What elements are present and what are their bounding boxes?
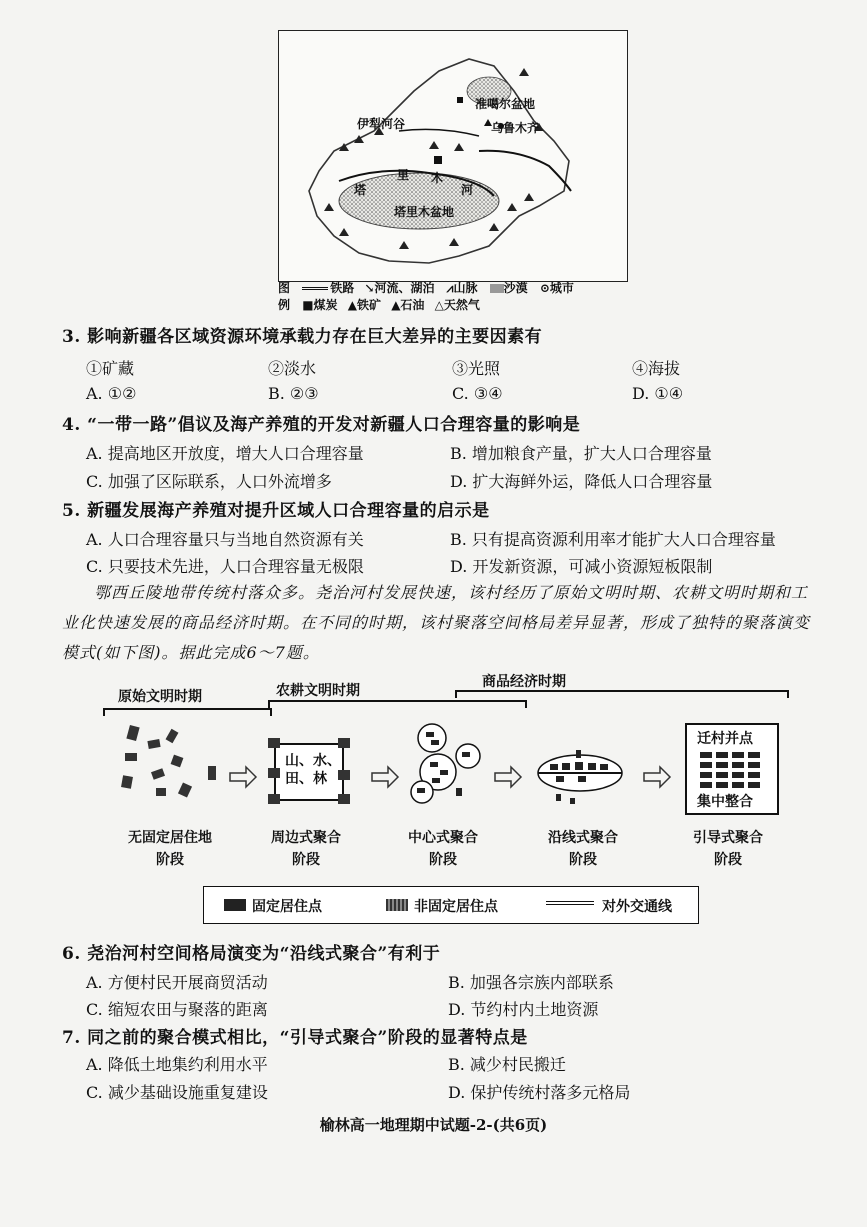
xinjiang-map [278, 30, 628, 282]
q3-option-c[interactable]: C. ③④ [452, 384, 503, 403]
arrow-4 [644, 767, 670, 787]
stage2-box-text [285, 752, 341, 788]
stage3-clusters [411, 724, 480, 803]
question-6-stem: 6. 尧治河村空间格局演变为“沿线式聚合”有利于 [62, 944, 441, 964]
fixed-point-swatch [224, 899, 246, 911]
river-north [399, 129, 479, 136]
stage-label-2: 周边式聚合 阶段 [271, 830, 341, 868]
label-junggar: 准噶尔盆地 [475, 97, 536, 111]
q3-option-a[interactable]: A. ①② [86, 384, 137, 403]
legend-desert: 沙漠 [503, 281, 528, 295]
merge-text-bottom: 集中整合 [697, 794, 753, 810]
bracket-primitive [103, 708, 272, 716]
map-legend [278, 280, 574, 314]
q7-option-b[interactable]: B. 减少村民搬迁 [448, 1055, 566, 1074]
bracket-commodity [455, 690, 789, 698]
legend-fixed: 固定居住点 [252, 899, 322, 915]
period-primitive: 原始文明时期 [118, 689, 202, 705]
legend-river: 河流、湖泊 [374, 281, 435, 295]
label-tarim-basin: 塔里木盆地 [394, 205, 455, 219]
q5-option-c[interactable]: C. 只要技术先进，人口合理容量无极限 [86, 557, 364, 576]
arrow-1 [230, 767, 256, 787]
box-text-bottom: 田、林 [285, 771, 327, 787]
legend-mountain: 山脉 [453, 281, 478, 295]
legend-iron: 铁矿 [356, 298, 381, 312]
nonfixed-point-swatch [386, 899, 408, 911]
legend-rail: 铁路 [330, 281, 355, 295]
rail-symbol [302, 287, 328, 290]
question-3-stem: 3. 影响新疆各区域资源环境承载力存在巨大差异的主要因素有 [62, 327, 543, 347]
q4-option-a[interactable]: A. 提高地区开放度，增大人口合理容量 [86, 444, 364, 463]
q3-option-b[interactable]: B. ②③ [268, 384, 319, 403]
legend-city: 城市 [549, 281, 574, 295]
diagram-legend [203, 886, 699, 924]
gas-icon: △ [434, 298, 444, 312]
label-river-mu: 木 [431, 171, 444, 185]
river-symbol: ↘ [364, 281, 375, 295]
q6-option-a[interactable]: A. 方便村民开展商贸活动 [86, 973, 268, 992]
q5-option-b[interactable]: B. 只有提高资源利用率才能扩大人口合理容量 [450, 530, 776, 549]
desert-symbol [490, 284, 504, 293]
page-footer: 榆林高一地理期中试题-2-(共6页) [319, 1116, 548, 1134]
oil-icon: ▲ [391, 298, 401, 312]
legend-nonfixed: 非固定居住点 [414, 899, 498, 915]
q5-option-a[interactable]: A. 人口合理容量只与当地自然资源有关 [86, 530, 364, 549]
arrow-2 [372, 767, 398, 787]
coal-icon: ■ [302, 298, 314, 312]
coal-symbol [457, 97, 463, 103]
stages-graphic [100, 718, 800, 818]
question-4-stem: 4. “一带一路”倡议及海产养殖的开发对新疆人口合理容量的影响是 [62, 415, 581, 435]
legend-coal: 煤炭 [313, 298, 338, 312]
q6-option-b[interactable]: B. 加强各宗族内部联系 [448, 973, 614, 992]
mountain-icon: ⩘ [446, 281, 454, 295]
period-commodity: 商品经济时期 [482, 674, 566, 690]
q4-option-d[interactable]: D. 扩大海鲜外运，降低人口合理容量 [450, 472, 713, 491]
bracket-agricultural [268, 700, 527, 708]
legend-label-tu: 图 [278, 281, 291, 295]
q4-option-c[interactable]: C. 加强了区际联系，人口外流增多 [86, 472, 332, 491]
q5-option-d[interactable]: D. 开发新资源，可减小资源短板限制 [450, 557, 713, 576]
q3-option-d[interactable]: D. ①④ [632, 384, 684, 403]
label-urumqi: 乌鲁木齐 [491, 121, 540, 135]
question-5-stem: 5. 新疆发展海产养殖对提升区域人口合理容量的启示是 [62, 501, 490, 521]
merge-text-top: 迁村并点 [697, 731, 753, 747]
q3-item-4: ④海拔 [632, 359, 681, 378]
q6-option-c[interactable]: C. 缩短农田与聚落的距离 [86, 1000, 268, 1019]
traffic-line-swatch [546, 901, 594, 905]
map-graphic [279, 31, 627, 281]
oil-symbol [434, 156, 442, 164]
legend-traffic: 对外交通线 [602, 899, 672, 915]
q7-option-d[interactable]: D. 保护传统村落多元格局 [448, 1083, 631, 1102]
q7-option-a[interactable]: A. 降低土地集约利用水平 [86, 1055, 268, 1074]
legend-oil: 石油 [400, 298, 425, 312]
passage [62, 578, 822, 668]
railway-line [479, 151, 571, 191]
q7-option-c[interactable]: C. 减少基础设施重复建设 [86, 1083, 268, 1102]
label-yili: 伊犁河谷 [357, 117, 406, 131]
box-text-top: 山、水、 [285, 753, 341, 769]
label-river-he: 河 [461, 183, 474, 197]
passage-text: 鄂西丘陵地带传统村落众多。尧治河村发展快速，该村经历了原始文明时期、农耕文明时期和工业化快速发展的商品经济时期。在不同的时期，该村聚落空间格局差异显著，形成了独特的聚落演变模式(如下图)。据此完成6～7题。 [62, 583, 811, 662]
arrow-3 [495, 767, 521, 787]
stage-label-3: 中心式聚合 阶段 [408, 830, 478, 868]
q4-option-b[interactable]: B. 增加粮食产量，扩大人口合理容量 [450, 444, 712, 463]
stage-label-5: 引导式聚合 阶段 [693, 830, 763, 868]
city-icon: ⊙ [539, 281, 550, 295]
q3-item-2: ②淡水 [268, 359, 317, 378]
stage-label-1: 无固定居住地 阶段 [128, 830, 212, 868]
q3-item-1: ①矿藏 [86, 359, 135, 378]
label-river-ta: 塔 [354, 183, 367, 197]
legend-label-li: 例 [278, 298, 291, 312]
stage1-scattered-points [121, 725, 216, 798]
question-7-stem: 7. 同之前的聚合模式相比，“引导式聚合”阶段的显著特点是 [62, 1028, 528, 1048]
q6-option-d[interactable]: D. 节约村内土地资源 [448, 1000, 599, 1019]
legend-gas: 天然气 [443, 298, 480, 312]
q3-item-3: ③光照 [452, 359, 501, 378]
stage-label-4: 沿线式聚合 阶段 [548, 830, 618, 868]
period-agricultural: 农耕文明时期 [276, 683, 360, 699]
label-river-li: 里 [397, 168, 410, 182]
iron-icon: ▲ [347, 298, 357, 312]
